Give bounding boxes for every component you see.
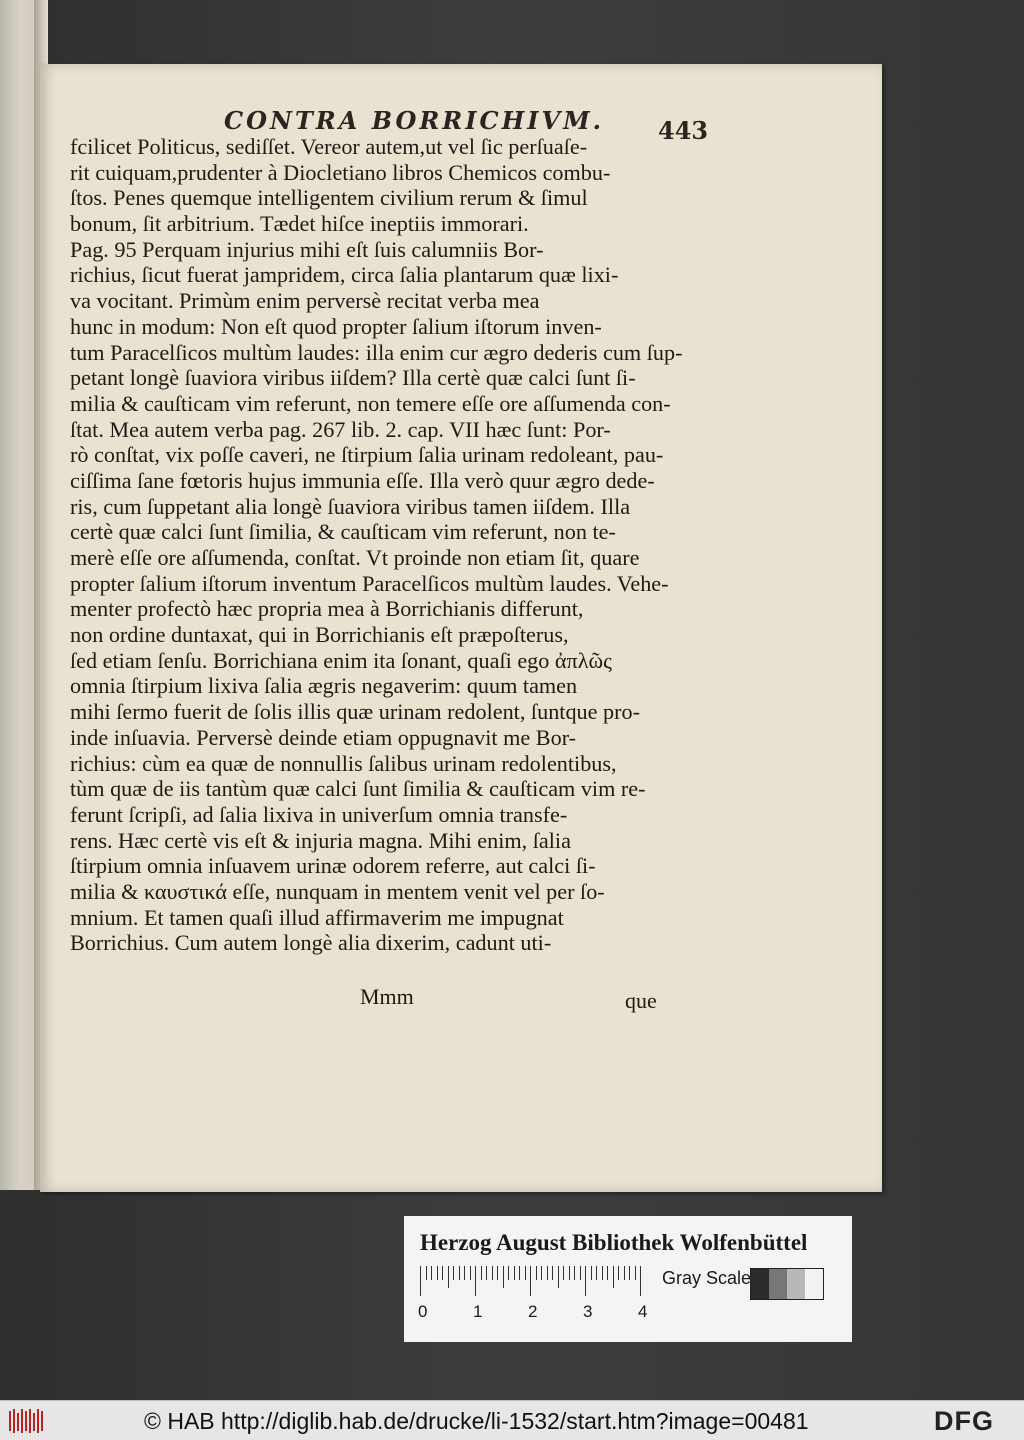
ruler-tick xyxy=(492,1266,493,1280)
catchword: que xyxy=(625,988,657,1013)
text-line: petant longè ſuaviora viribus iiſdem? Illa certè quæ calci ſunt ſi- xyxy=(70,365,636,391)
text-line: ſtat. Mea autem verba pag. 267 lib. 2. cap. VII hæc ſunt: Por- xyxy=(70,416,611,442)
ruler-tick xyxy=(580,1266,581,1280)
copyright-link[interactable]: © HAB http://diglib.hab.de/drucke/li-1532/start.htm?image=00481 xyxy=(144,1408,809,1434)
ruler-number: 0 xyxy=(418,1302,428,1321)
text-line: ſtos. Penes quemque intelligentem civilium rerum & ſimul xyxy=(70,185,588,211)
ruler-tick xyxy=(618,1266,619,1280)
text-line: non ordine duntaxat, qui in Borrichianis eſt præpoſterus, xyxy=(70,622,569,648)
gray-swatch xyxy=(787,1269,805,1299)
text-line: rens. Hæc certè vis eſt & injuria magna. Mihi enim, ſalia xyxy=(70,827,571,853)
text-line: milia & cauſticam vim referunt, non temere eſſe ore aſſumenda con- xyxy=(70,390,671,416)
ruler-number: 3 xyxy=(583,1302,593,1321)
footer-bar xyxy=(0,1400,1024,1440)
ruler-tick xyxy=(530,1266,531,1296)
ruler-tick xyxy=(596,1266,597,1280)
ruler-tick xyxy=(569,1266,570,1280)
text-line: fcilicet Politicus, sediſſet. Vereor autem,ut vel ſic perſuaſe- xyxy=(70,134,588,159)
text-line: va vocitant. Primùm enim perversè recitat verba mea xyxy=(70,288,540,314)
signature-mark: Mmm xyxy=(360,984,414,1009)
ruler-tick xyxy=(420,1266,421,1296)
ruler-tick xyxy=(437,1266,438,1280)
text-line: hunc in modum: Non eſt quod propter ſalium iſtorum inven- xyxy=(70,313,602,339)
ruler-tick xyxy=(448,1266,449,1288)
ruler-tick xyxy=(508,1266,509,1280)
text-line: richius, ſicut fuerat jampridem, circa ſalia plantarum quæ lixi- xyxy=(70,262,619,288)
ruler-tick xyxy=(602,1266,603,1280)
ruler-tick xyxy=(514,1266,515,1280)
text-line: rit cuiquam,prudenter à Diocletiano libros Chemicos combu- xyxy=(70,159,611,185)
text-line: bonum, ſit arbitrium. Tædet hiſce ineptiis immorari. xyxy=(70,211,529,237)
ruler-tick xyxy=(536,1266,537,1280)
gray-scale-swatch xyxy=(750,1268,824,1300)
text-line: Pag. 95 Perquam injurius mihi eſt ſuis calumniis Bor- xyxy=(70,236,544,262)
ruler-tick xyxy=(459,1266,460,1280)
ruler-tick xyxy=(453,1266,454,1280)
ruler-tick xyxy=(497,1266,498,1280)
ruler-tick xyxy=(563,1266,564,1280)
running-head: CONTRA BORRICHIVM. xyxy=(224,106,605,135)
text-line: propter ſalium iſtorum inventum Paracelſicos multùm laudes. Vehe- xyxy=(70,570,669,596)
text-line: inde inſuavia. Perversè deinde etiam oppugnavit me Bor- xyxy=(70,724,577,750)
ruler-tick xyxy=(574,1266,575,1280)
ruler-tick xyxy=(519,1266,520,1280)
text-line: ſed etiam ſenſu. Borrichiana enim ita ſonant, quaſi ego ἀπλῶς xyxy=(70,647,612,673)
text-line: tum Paracelſicos multùm laudes: illa enim cur ægro dederis cum ſup- xyxy=(70,339,683,365)
hab-barcode-icon xyxy=(8,1407,48,1435)
text-line: ferunt ſcripſi, ad ſalia lixiva in univerſum omnia transfe- xyxy=(70,801,568,827)
gray-swatch xyxy=(751,1269,769,1299)
library-color-card xyxy=(404,1216,852,1342)
ruler-tick xyxy=(486,1266,487,1280)
ruler-number: 1 xyxy=(473,1302,483,1321)
text-line: ciſſima ſane fœtoris hujus immunia eſſe. Illa verò quur ægro dede- xyxy=(70,467,655,493)
ruler-tick xyxy=(552,1266,553,1280)
measurement-ruler xyxy=(420,1266,648,1300)
ruler-tick xyxy=(481,1266,482,1280)
book-page xyxy=(40,64,882,1192)
ruler-tick xyxy=(442,1266,443,1280)
ruler-tick xyxy=(624,1266,625,1280)
gray-swatch xyxy=(769,1269,787,1299)
text-line: mnium. Et tamen quaſi illud affirmaverim me impugnat xyxy=(70,904,564,930)
ruler-numbers xyxy=(418,1302,658,1324)
text-line: mihi ſermo fuerit de ſolis illis quæ urinam redolent, ſuntque pro- xyxy=(70,699,640,725)
text-line: certè quæ calci ſunt ſimilia, & cauſticam vim referunt, non te- xyxy=(70,519,616,545)
text-line: omnia ſtirpium lixiva ſalia ægris negaverim: quum tamen xyxy=(70,673,578,699)
ruler-tick xyxy=(475,1266,476,1296)
ruler-tick xyxy=(470,1266,471,1280)
ruler-tick xyxy=(541,1266,542,1280)
dfg-logo: DFG xyxy=(934,1406,994,1436)
body-text xyxy=(70,134,710,956)
text-line: milia & καυστικά eſſe, nunquam in mentem venit vel per ſo- xyxy=(70,878,605,904)
ruler-tick xyxy=(431,1266,432,1280)
text-line: Borrichius. Cum autem longè alia dixerim, cadunt uti- xyxy=(70,930,552,956)
gray-scale-label: Gray Scale xyxy=(662,1268,752,1288)
text-line: richius: cùm ea quæ de nonnullis ſalibus urinam redolentibus, xyxy=(70,750,617,776)
ruler-tick xyxy=(558,1266,559,1288)
ruler-tick xyxy=(426,1266,427,1280)
text-line: ris, cum ſuppetant alia longè ſuaviora viribus tamen iiſdem. Illa xyxy=(70,493,631,519)
gray-swatch xyxy=(805,1269,823,1299)
ruler-tick xyxy=(547,1266,548,1280)
ruler-number: 4 xyxy=(638,1302,648,1321)
library-name: Herzog August Bibliothek Wolfenbüttel xyxy=(420,1230,808,1255)
text-line: merè eſſe ore aſſumenda, conſtat. Vt proinde non etiam ſit, quare xyxy=(70,545,640,570)
text-line: rò conſtat, vix poſſe caveri, ne ſtirpium ſalia urinam redoleant, pau- xyxy=(70,442,664,468)
text-line: menter profectò hæc propria mea à Borrichianis differunt, xyxy=(70,596,584,622)
ruler-tick xyxy=(607,1266,608,1280)
ruler-tick xyxy=(525,1266,526,1280)
ruler-tick xyxy=(629,1266,630,1280)
ruler-tick xyxy=(613,1266,614,1288)
ruler-tick xyxy=(635,1266,636,1280)
ruler-tick xyxy=(585,1266,586,1296)
text-line: tùm quæ de iis tantùm quæ calci ſunt ſimilia & cauſticam vim re- xyxy=(70,776,646,802)
page-number: 443 xyxy=(658,116,709,145)
text-line: ſtirpium omnia inſuavem urinæ odorem referre, aut calci ſi- xyxy=(70,853,596,879)
ruler-tick xyxy=(640,1266,641,1296)
ruler-number: 2 xyxy=(528,1302,538,1321)
ruler-tick xyxy=(464,1266,465,1280)
ruler-tick xyxy=(591,1266,592,1280)
ruler-tick xyxy=(503,1266,504,1288)
